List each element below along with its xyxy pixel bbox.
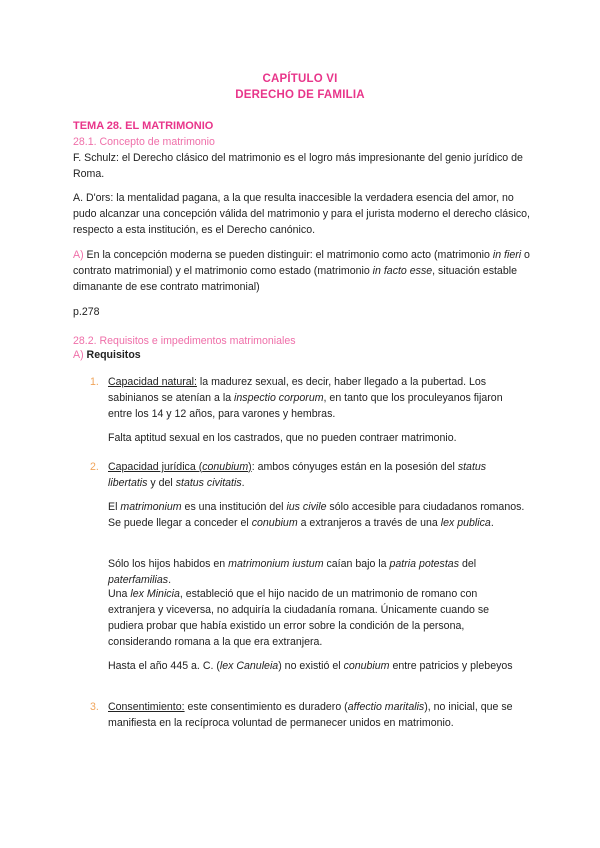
chapter-title: DERECHO DE FAMILIA (235, 89, 365, 101)
paragraph-schulz: F. Schulz: el Derecho clásico del matrimonio es el logro más impresionante del genio jurídico de Roma. (73, 152, 523, 180)
list-item-consentimiento: Consentimiento: este consentimiento es duradero (affectio maritalis), no inicial, que se manifiesta en la recíproca voluntad de permanecer unidos en matrimonio. (108, 701, 513, 729)
list-number: 2. (90, 461, 99, 473)
tema-title: TEMA 28. EL MATRIMONIO (73, 120, 214, 132)
list-item-text: El matrimonium es una institución del ius civile sólo accesible para ciudadanos romanos. Se puede llegar a conceder el conubium a extranjeros a través de una lex publica. (108, 501, 525, 529)
section-heading-requisitos: 28.2. Requisitos e impedimentos matrimoniales (73, 335, 296, 347)
item-label: Capacidad natural: (108, 376, 197, 388)
paragraph-concepcion-moderna: A) En la concepción moderna se pueden distinguir: el matrimonio como acto (matrimonio in fieri o contrato matrimonial) y el matrimonio como estado (matrimonio in facto esse, situación estable dimanante de ese contrato matrimonial) (73, 249, 530, 293)
section-heading-concepto: 28.1. Concepto de matrimonio (73, 136, 215, 148)
item-label: Capacidad jurídica (conubium) (108, 461, 252, 473)
list-item-text: Falta aptitud sexual en los castrados, que no pueden contraer matrimonio. (108, 432, 457, 444)
list-item-text: Sólo los hijos habidos en matrimonium iustum caían bajo la patria potestas del paterfamilias. (108, 558, 477, 586)
page-reference: p.278 (73, 306, 100, 318)
chapter-number: CAPÍTULO VI (262, 73, 338, 85)
list-item-text: Una lex Minicia, estableció que el hijo nacido de un matrimonio de romano con extranjera y viceversa, no adquiría la ciudadanía romana. Únicamente cuando se pudiera probar que había existido un error sobre la condición de la persona, considerando romana a la que era extranjera. (108, 588, 490, 648)
item-label: Consentimiento: (108, 701, 185, 713)
list-marker: A) (73, 249, 84, 261)
list-number: 3. (90, 701, 99, 713)
paragraph-dors: A. D'ors: la mentalidad pagana, a la que resulta inaccesible la verdadera esencia del amor, no pudo alcanzar una concepción válida del matrimonio y para el jurista moderno el derecho clásico, respecto a esta institución, es el Derecho canónico. (73, 192, 530, 236)
list-number: 1. (90, 376, 99, 388)
subheading-requisitos: A) Requisitos (73, 349, 141, 361)
list-item-text: Hasta el año 445 a. C. (lex Canuleia) no existió el conubium entre patricios y plebeyos (108, 660, 513, 672)
list-item-capacidad-juridica: Capacidad jurídica (conubium): ambos cónyuges están en la posesión del status libertatis y del status civitatis. (108, 461, 487, 489)
list-item-capacidad-natural: Capacidad natural: la madurez sexual, es decir, haber llegado a la pubertad. Los sabinianos se atenían a la inspectio corporum, en tanto que los proculeyanos fijaron entre los 14 y 12 años, para varones y hembras. (108, 376, 503, 420)
